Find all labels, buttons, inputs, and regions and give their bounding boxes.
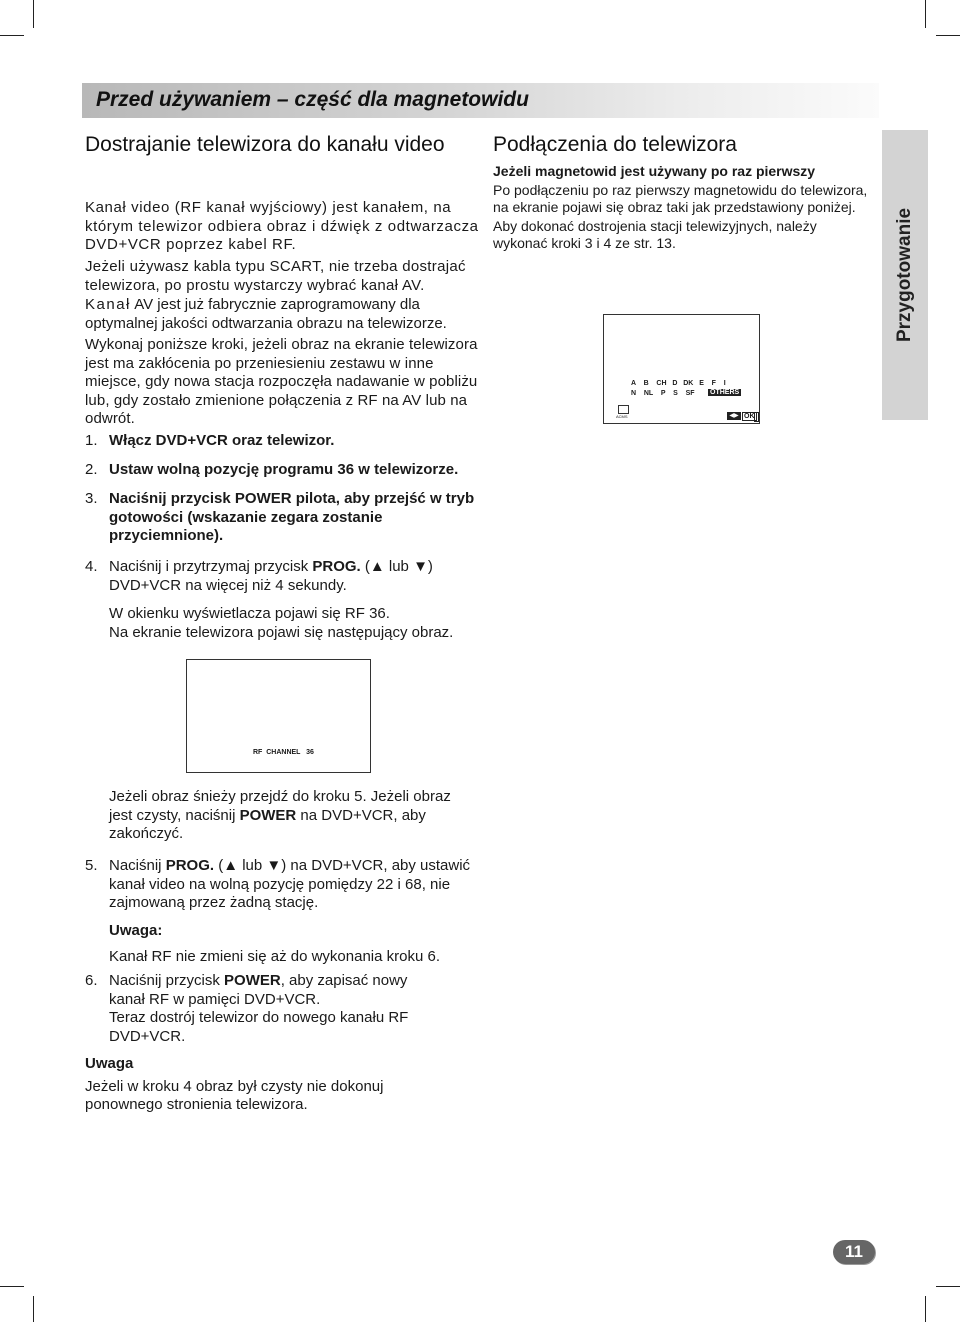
- step-text: [109, 461, 480, 480]
- crop-mark: [0, 35, 24, 36]
- paragraph: [85, 296, 480, 333]
- text-span: PROG.: [312, 558, 361, 575]
- text-span: PROG.: [165, 857, 215, 874]
- crop-mark: [925, 0, 926, 28]
- note-text: Kanał RF nie zmieni się aż do wykonania kroku 6.: [109, 948, 440, 966]
- step-3: [85, 490, 480, 546]
- steps-intro: [85, 336, 480, 429]
- text-span: (▲ lub ▼) DVD+VCR na więcej niż 4 sekundy.: [109, 558, 433, 594]
- text-span: Kanał: [85, 296, 131, 313]
- step-5: [85, 857, 480, 967]
- text-span: Uwaga: [85, 1055, 134, 1072]
- step-note: Na ekranie telewizora pojawi się następujący obraz.: [109, 623, 454, 641]
- others-option[interactable]: OTHERS: [710, 389, 740, 396]
- scart-text: [85, 258, 480, 295]
- text-span: POWER: [239, 806, 297, 824]
- paragraph: Kanał video (RF kanał wyjściowy) jest kanałem, na którym telewizor odbiera obraz i dźwięk z odtwarzacza DVD+VCR poprzez kabel RF.: [85, 199, 479, 254]
- step-text: Teraz dostrój telewizor do nowego kanału RF DVD+VCR.: [109, 1009, 409, 1045]
- info-icon: [754, 412, 759, 422]
- section-heading: Podłączenia do telewizora: [493, 133, 737, 156]
- text-span: Naciśnij i przytrzymaj przycisk: [109, 558, 313, 575]
- step-6: [85, 972, 480, 1046]
- section-tab-label: Przygotowanie: [894, 207, 915, 343]
- text-span: Naciśnij przycisk: [109, 972, 225, 989]
- section-heading: Dostrajanie telewizora do kanału video: [85, 133, 445, 156]
- note-label: [109, 922, 480, 941]
- final-note: [85, 1055, 415, 1115]
- crop-mark: [0, 1286, 24, 1287]
- acms-label: ACMS: [616, 414, 628, 419]
- paragraph: Aby dokonać dostrojenia stacji telewizyjnych, należy wykonać kroki 3 i 4 ze str. 13.: [493, 218, 817, 251]
- step-text: [109, 490, 479, 546]
- step-number: 5.: [85, 857, 98, 874]
- intro-text: [85, 199, 480, 255]
- crop-mark: [33, 1296, 34, 1322]
- text-span: Uwaga:: [109, 921, 163, 939]
- page-number: 11: [833, 1240, 875, 1264]
- step-note: W okienku wyświetlacza pojawi się RF 36.: [109, 605, 390, 623]
- country-row-1: A B CH D DK E F I: [631, 380, 726, 387]
- step-4: [85, 558, 480, 642]
- tv-screen-country: [603, 314, 760, 424]
- text-span: POWER: [224, 972, 281, 989]
- av-text: [85, 296, 480, 333]
- text-span: (▲ lub ▼) na DVD+VCR, aby ustawić kanał video na wolną pozycję pomiędzy 22 i 68, nie zajmowaną przez żadną stację.: [109, 857, 471, 912]
- step-number: 3.: [85, 490, 98, 507]
- tv-screen-rf: [186, 659, 371, 773]
- rf-channel-readout: RF CHANNEL 36: [253, 749, 314, 756]
- text-span: Naciśnij: [109, 857, 166, 874]
- page-title: Przed używaniem – część dla magnetowidu: [96, 88, 529, 111]
- note-text: Jeżeli w kroku 4 obraz był czysty nie dokonuj ponownego stronienia telewizora.: [85, 1077, 384, 1114]
- text-span: , aby zapisać nowy kanał RF w pamięci DVD+VCR.: [109, 972, 408, 1008]
- subheading: Jeżeli magnetowid jest używany po raz pierwszy: [493, 163, 816, 179]
- tv-icon: [618, 405, 629, 414]
- step-number: 2.: [85, 461, 98, 478]
- note-label: [85, 1055, 415, 1074]
- left-column: [85, 130, 480, 159]
- step-number: 6.: [85, 972, 98, 989]
- text-span: Włącz DVD+VCR oraz telewizor.: [109, 432, 335, 449]
- right-column: [493, 130, 878, 252]
- after-step-4: [109, 788, 469, 844]
- crop-mark: [936, 1286, 960, 1287]
- crop-mark: [925, 1296, 926, 1322]
- step-text: [109, 432, 480, 451]
- step-1: [85, 432, 480, 451]
- step-number: 4.: [85, 558, 98, 575]
- step-2: [85, 461, 480, 480]
- paragraph: [109, 788, 469, 844]
- step-number: 1.: [85, 432, 98, 449]
- country-row-2: N NL P S SF: [631, 390, 695, 397]
- text-span: Ustaw wolną pozycję programu 36 w telewizorze.: [109, 461, 459, 478]
- text-span: Jeżeli obraz śnieży przejdź do kroku 5. Jeżeli obraz jest czysty, naciśnij: [109, 788, 451, 824]
- step-text: [109, 857, 474, 913]
- left-right-arrows-icon: ◀▶: [727, 412, 741, 420]
- paragraph: Jeżeli używasz kabla typu SCART, nie trzeba dostrajać telewizora, po prostu wystarczy wybrać kanał AV.: [85, 258, 466, 294]
- text-span: na DVD+VCR, aby zakończyć.: [109, 806, 426, 843]
- step-text: [109, 558, 454, 595]
- crop-mark: [936, 35, 960, 36]
- step-text: [109, 972, 439, 1009]
- paragraph: Wykonaj poniższe kroki, jeżeli obraz na ekranie telewizora jest ma zakłócenia po przeniesieniu zestawu w inne miejsce, gdy nowa stacja rozpoczęła nadawanie w pobliżu lub, gdy zostało zmienione połączenia z RF na AV lub na odwrót.: [85, 336, 478, 428]
- text-span: Naciśnij przycisk POWER pilota, aby przejść w tryb gotowości (wskazanie zegara zostanie przyciemnione).: [109, 490, 475, 545]
- text-span: AV jest już fabrycznie zaprogramowany dla optymalnej jakości odtwarzania obrazu na telewizorze.: [85, 296, 447, 332]
- ok-button-indicator: OK: [744, 413, 755, 420]
- crop-mark: [33, 0, 34, 28]
- paragraph: Po podłączeniu po raz pierwszy magnetowidu do telewizora, na ekranie pojawi się obraz taki jak przedstawiony poniżej.: [493, 182, 868, 215]
